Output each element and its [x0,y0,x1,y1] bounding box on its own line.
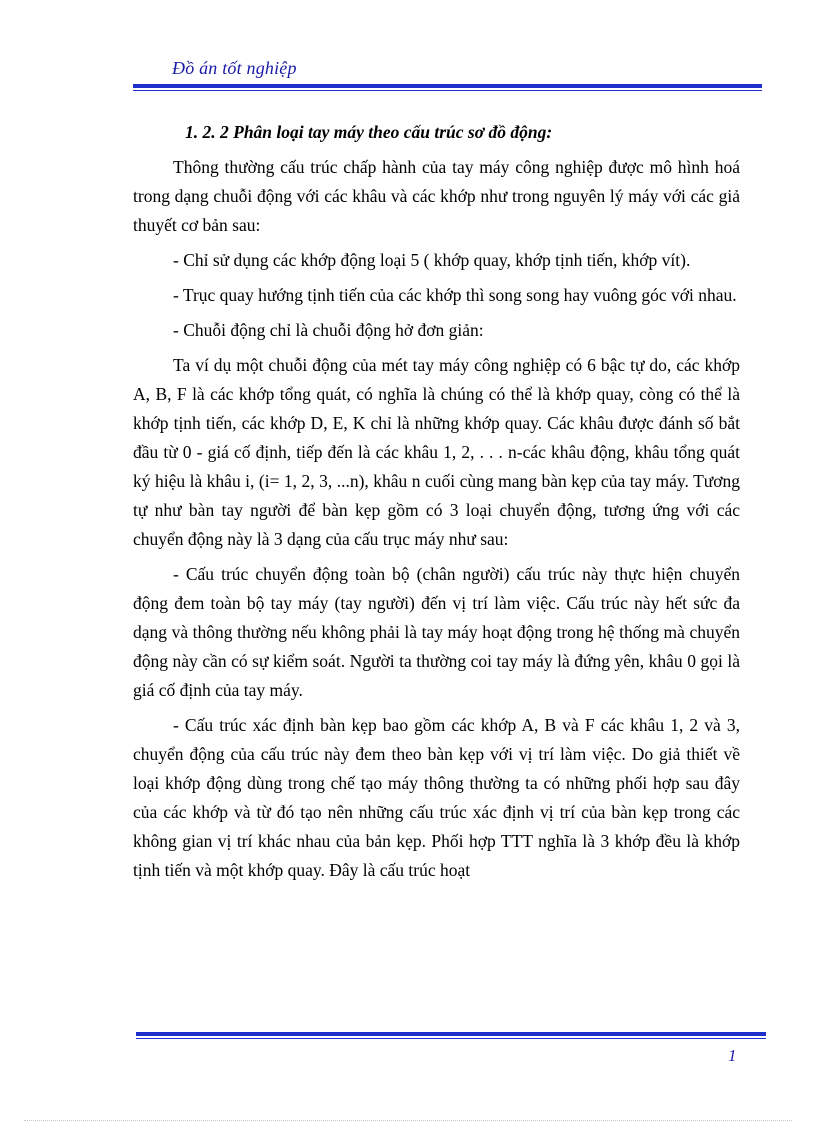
paragraph-example: Ta ví dụ một chuỗi động của mét tay máy công nghiệp có 6 bậc tự do, các khớp A, B, F là các khớp tổng quát, có nghĩa là chúng có thể là khớp quay, còng có thể là khớp tịnh tiến, các khớp D, E, K chỉ là những khớp quay. Các khâu được đánh số bắt đầu từ 0 - giá cố định, tiếp đến là các khâu 1, 2, . . . n-các khâu động, khâu tổng quát ký hiệu là khâu i, (i= 1, 2, 3, ...n), khâu n cuối cùng mang bàn kẹp của tay máy. Tương tự như bàn tay người để bàn kẹp gồm có 3 loại chuyển động, tương ứng với các chuyển động này là 3 dạng của cấu trục máy như sau: [133,355,740,549]
footer-rule [136,1032,766,1036]
page-body [133,118,740,891]
paragraph-structure-2: - Cấu trúc xác định bàn kẹp bao gồm các khớp A, B và F các khâu 1, 2 và 3, chuyển động của cấu trúc này đem theo bàn kẹp với vị trí làm việc. Do giả thiết về loại khớp động dùng trong chế tạo máy thông thường ta có những phối hợp sau đây của các khớp và từ đó tạo nên những cấu trúc xác định vị trí của bàn kẹp trong các không gian vị trí khác nhau của bản kẹp. Phối hợp TTT nghĩa là 3 khớp đều là khớp tịnh tiến và một khớp quay. Đây là cấu trúc hoạt [133,715,740,880]
paragraph-intro: Thông thường cấu trúc chấp hành của tay máy công nghiệp được mô hình hoá trong dạng chuỗi động với các khâu và các khớp như trong nguyên lý máy với các giả thuyết cơ bản sau: [133,157,740,235]
paragraph-assumption-1: - Chỉ sử dụng các khớp động loại 5 ( khớp quay, khớp tịnh tiến, khớp vít). [173,250,691,270]
header-rule-thin [133,90,762,91]
header-rule [133,84,762,88]
page-edge-divider [24,1120,792,1121]
document-header-title: Đồ án tốt nghiệp [172,58,297,78]
paragraph-structure-1: - Cấu trúc chuyển động toàn bộ (chân người) cấu trúc này thực hiện chuyển động đem toàn bộ tay máy (tay người) đến vị trí làm việc. Cấu trúc này hết sức đa dạng và thông thường nếu không phải là tay máy hoạt động trong hệ thống mà chuyển động này cần có sự kiểm soát. Người ta thường coi tay máy là đứng yên, khâu 0 gọi là giá cố định của tay máy. [133,564,740,700]
paragraph-assumption-3: - Chuỗi động chỉ là chuỗi động hở đơn giản: [173,320,484,340]
page-number: 1 [728,1046,737,1065]
footer-rule-thin [136,1038,766,1039]
section-heading: 1. 2. 2 Phân loại tay máy theo cấu trúc sơ đồ động: [185,122,553,142]
paragraph-assumption-2: - Trục quay hướng tịnh tiến của các khớp thì song song hay vuông góc với nhau. [173,285,737,305]
